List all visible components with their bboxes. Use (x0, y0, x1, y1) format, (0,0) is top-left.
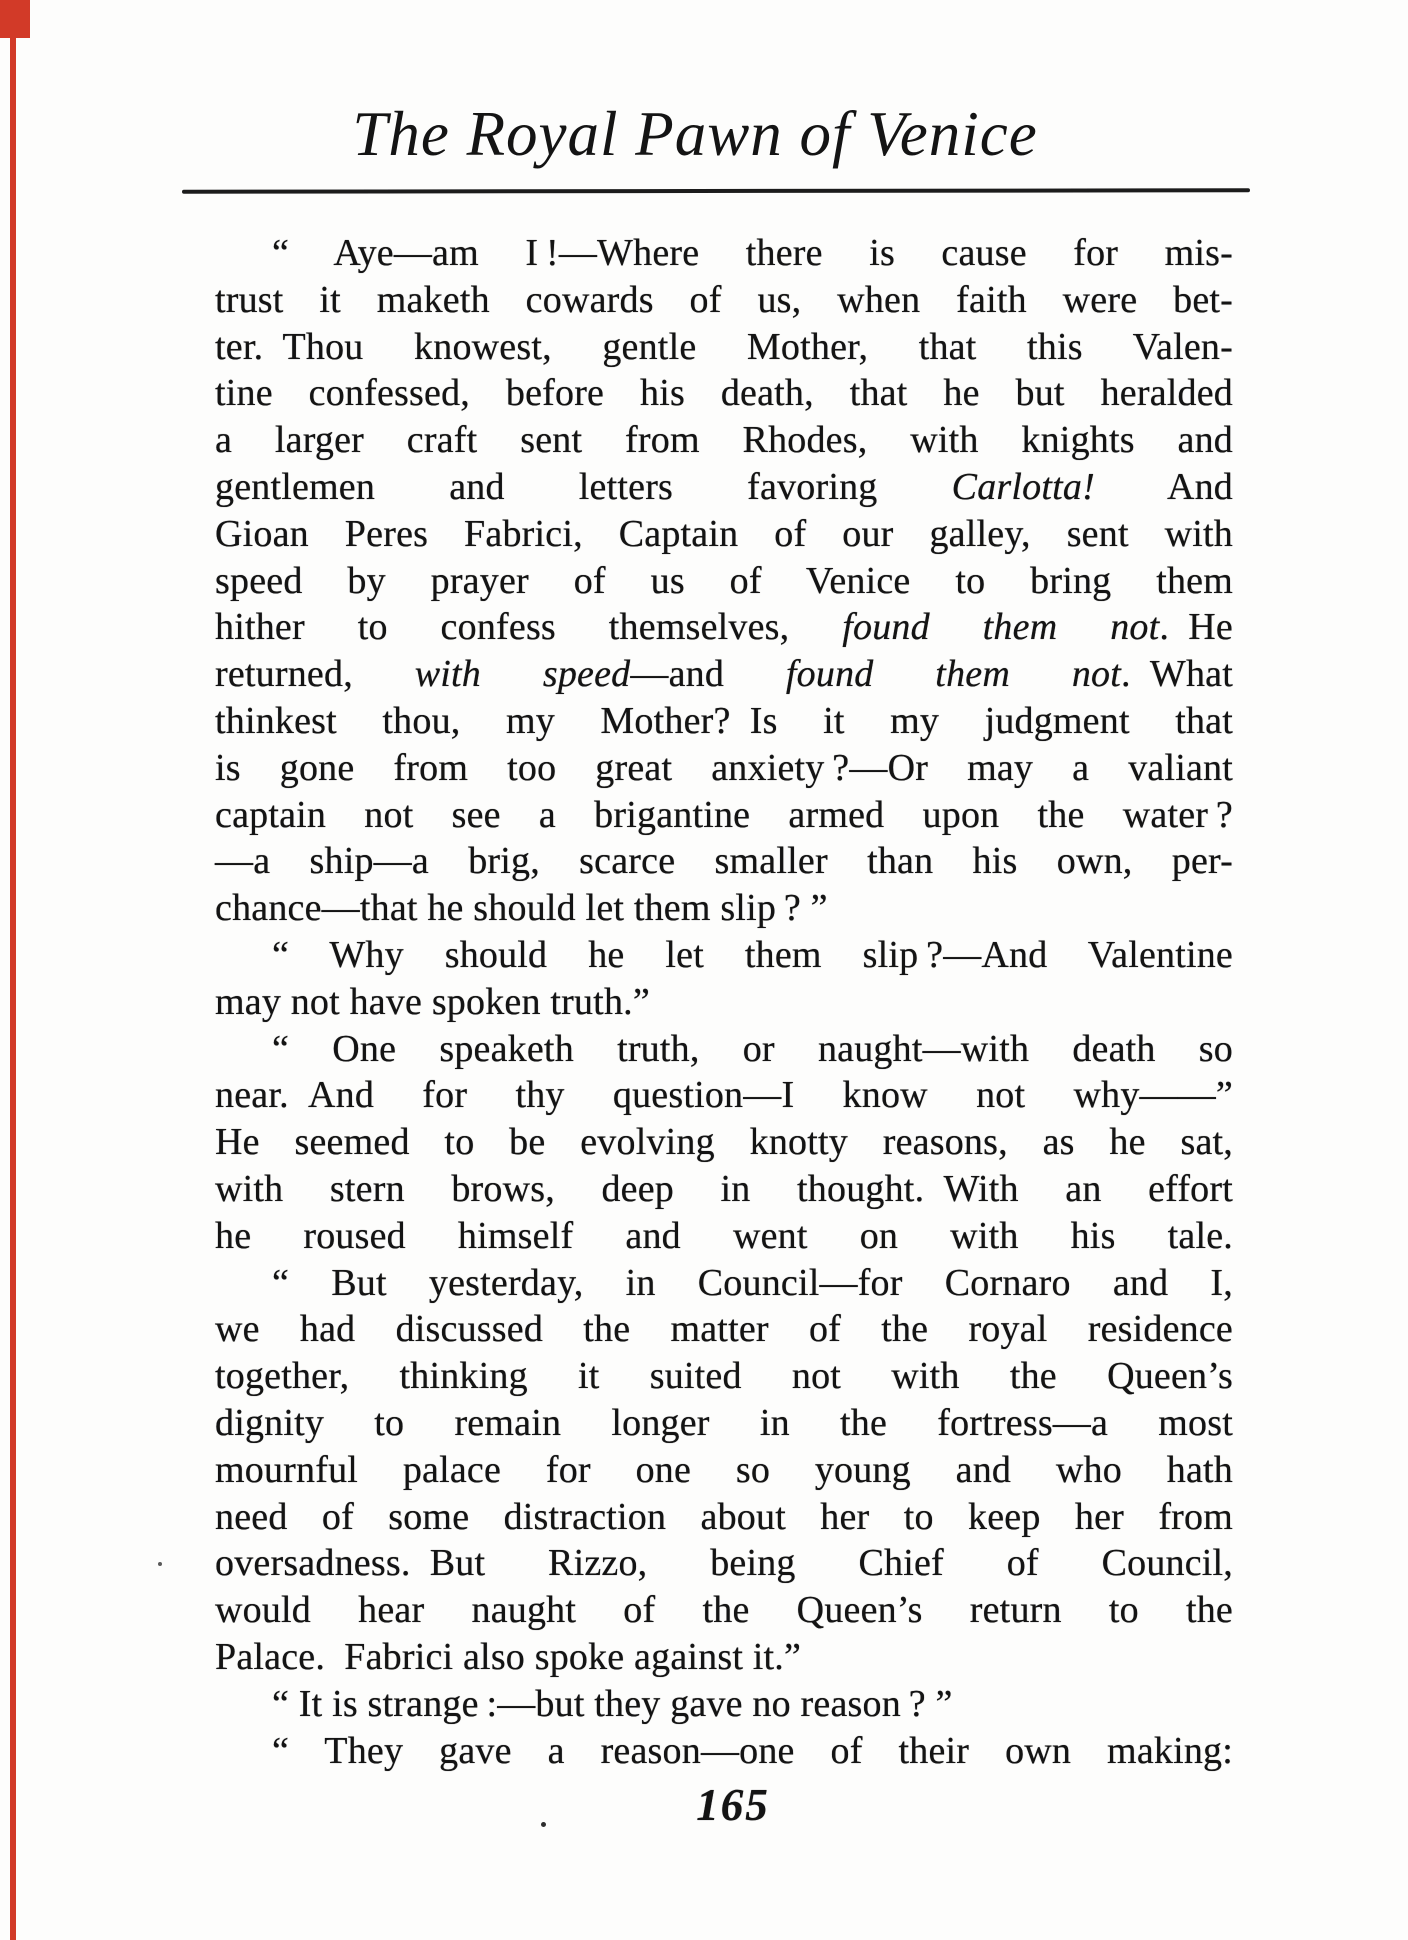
text-run: gentlemen and letters favoring (215, 465, 952, 508)
text-run: And (1094, 465, 1233, 508)
text-line (215, 1400, 1233, 1447)
text-run: —and (630, 653, 786, 696)
text-run: “ It is strange :—but they gave no reason ? ” (272, 1682, 953, 1725)
text-run: he roused himself and went on with his tale. (215, 1214, 1233, 1257)
text-run: with stern brows, deep in thought. With an effort (215, 1167, 1233, 1210)
text-run: thinkest thou, my Mother? Is it my judgment that (215, 699, 1233, 742)
text-line (215, 1540, 1233, 1587)
paragraph (215, 1728, 1233, 1775)
scan-speck (158, 1562, 162, 1566)
text-line (215, 464, 1233, 511)
text-line (215, 745, 1233, 792)
scan-artifact-stripe (10, 0, 16, 1940)
text-line (215, 230, 1233, 277)
text-line (215, 277, 1233, 324)
text-line (215, 1634, 1233, 1681)
page-body (215, 230, 1233, 1774)
text-run: oversadness. But Rizzo, being Chief of Council, (215, 1542, 1233, 1585)
text-run: “ Aye—am I !—Where there is cause for mis- (272, 232, 1233, 274)
text-run: returned, (215, 653, 415, 696)
text-line (215, 558, 1233, 605)
text-run: “ They gave a reason—one of their own making: (272, 1729, 1233, 1772)
text-run: we had discussed the matter of the royal residence (215, 1308, 1233, 1351)
text-line (215, 979, 1233, 1026)
text-run: speed by prayer of us of Venice to bring them (215, 559, 1233, 602)
text-run: “ One speaketh truth, or naught—with death so (272, 1027, 1233, 1070)
paragraph (215, 1026, 1233, 1260)
text-run: may not have spoken truth.” (215, 980, 650, 1023)
text-run: He seemed to be evolving knotty reasons, as he sat, (215, 1121, 1233, 1164)
text-run: near. And for thy question—I know not why——” (215, 1074, 1233, 1117)
italic-text: found them not (785, 653, 1121, 696)
text-line (215, 1306, 1233, 1353)
text-run: a larger craft sent from Rhodes, with knights and (215, 419, 1233, 462)
text-line (215, 1213, 1233, 1260)
text-line (215, 370, 1233, 417)
text-run: captain not see a brigantine armed upon the water ? (215, 793, 1233, 836)
paragraph (215, 1260, 1233, 1681)
text-line (215, 885, 1233, 932)
text-line (215, 932, 1233, 979)
italic-text: found them not (842, 606, 1160, 649)
page-title: The Royal Pawn of Venice (352, 99, 1038, 169)
header-rule (182, 188, 1250, 193)
text-run: Gioan Peres Fabrici, Captain of our galley, sent with (215, 512, 1233, 555)
text-run: Palace. Fabrici also spoke against it.” (215, 1635, 802, 1678)
text-run: would hear naught of the Queen’s return to the (215, 1589, 1233, 1632)
text-run: mournful palace for one so young and who hath (215, 1448, 1233, 1491)
text-line (215, 651, 1233, 698)
text-line (215, 1353, 1233, 1400)
text-run: . What (1120, 653, 1233, 696)
text-run: need of some distraction about her to keep her from (215, 1495, 1233, 1538)
text-run: hither to confess themselves, (215, 606, 843, 649)
text-line (215, 1166, 1233, 1213)
text-line (215, 604, 1233, 651)
text-line (215, 1119, 1233, 1166)
italic-text: with speed (414, 653, 631, 696)
text-run: trust it maketh cowards of us, when faith were bet- (215, 278, 1233, 321)
paragraph (215, 1681, 1233, 1728)
text-run: “ But yesterday, in Council—for Cornaro and I, (272, 1261, 1233, 1304)
text-line (215, 1728, 1233, 1775)
text-line (215, 1681, 1233, 1728)
text-line (215, 792, 1233, 839)
text-line (215, 1494, 1233, 1541)
italic-text: Carlotta! (951, 465, 1095, 508)
text-line (215, 1587, 1233, 1634)
text-run: ter. Thou knowest, gentle Mother, that this Valen- (215, 325, 1233, 368)
text-line (215, 698, 1233, 745)
text-run: dignity to remain longer in the fortress—a most (215, 1401, 1233, 1444)
text-line (215, 511, 1233, 558)
text-run: “ Why should he let them slip ?—And Valentine (272, 933, 1233, 976)
text-line (215, 1026, 1233, 1073)
text-line (215, 1260, 1233, 1307)
text-line (215, 1447, 1233, 1494)
text-line (215, 838, 1233, 885)
paragraph (215, 230, 1233, 932)
text-run: tine confessed, before his death, that he but heralded (215, 372, 1233, 415)
text-run: chance—that he should let them slip ? ” (215, 887, 828, 930)
paragraph (215, 932, 1233, 1026)
text-run: is gone from too great anxiety ?—Or may a valiant (215, 746, 1233, 789)
text-line (215, 1072, 1233, 1119)
text-line (215, 417, 1233, 464)
text-run: —a ship—a brig, scarce smaller than his own, per- (215, 840, 1233, 883)
text-run: together, thinking it suited not with the Queen’s (215, 1355, 1233, 1398)
page-number: 165 (696, 1780, 770, 1830)
scan-speck (541, 1822, 546, 1827)
text-run: . He (1159, 606, 1233, 649)
text-line (215, 324, 1233, 371)
